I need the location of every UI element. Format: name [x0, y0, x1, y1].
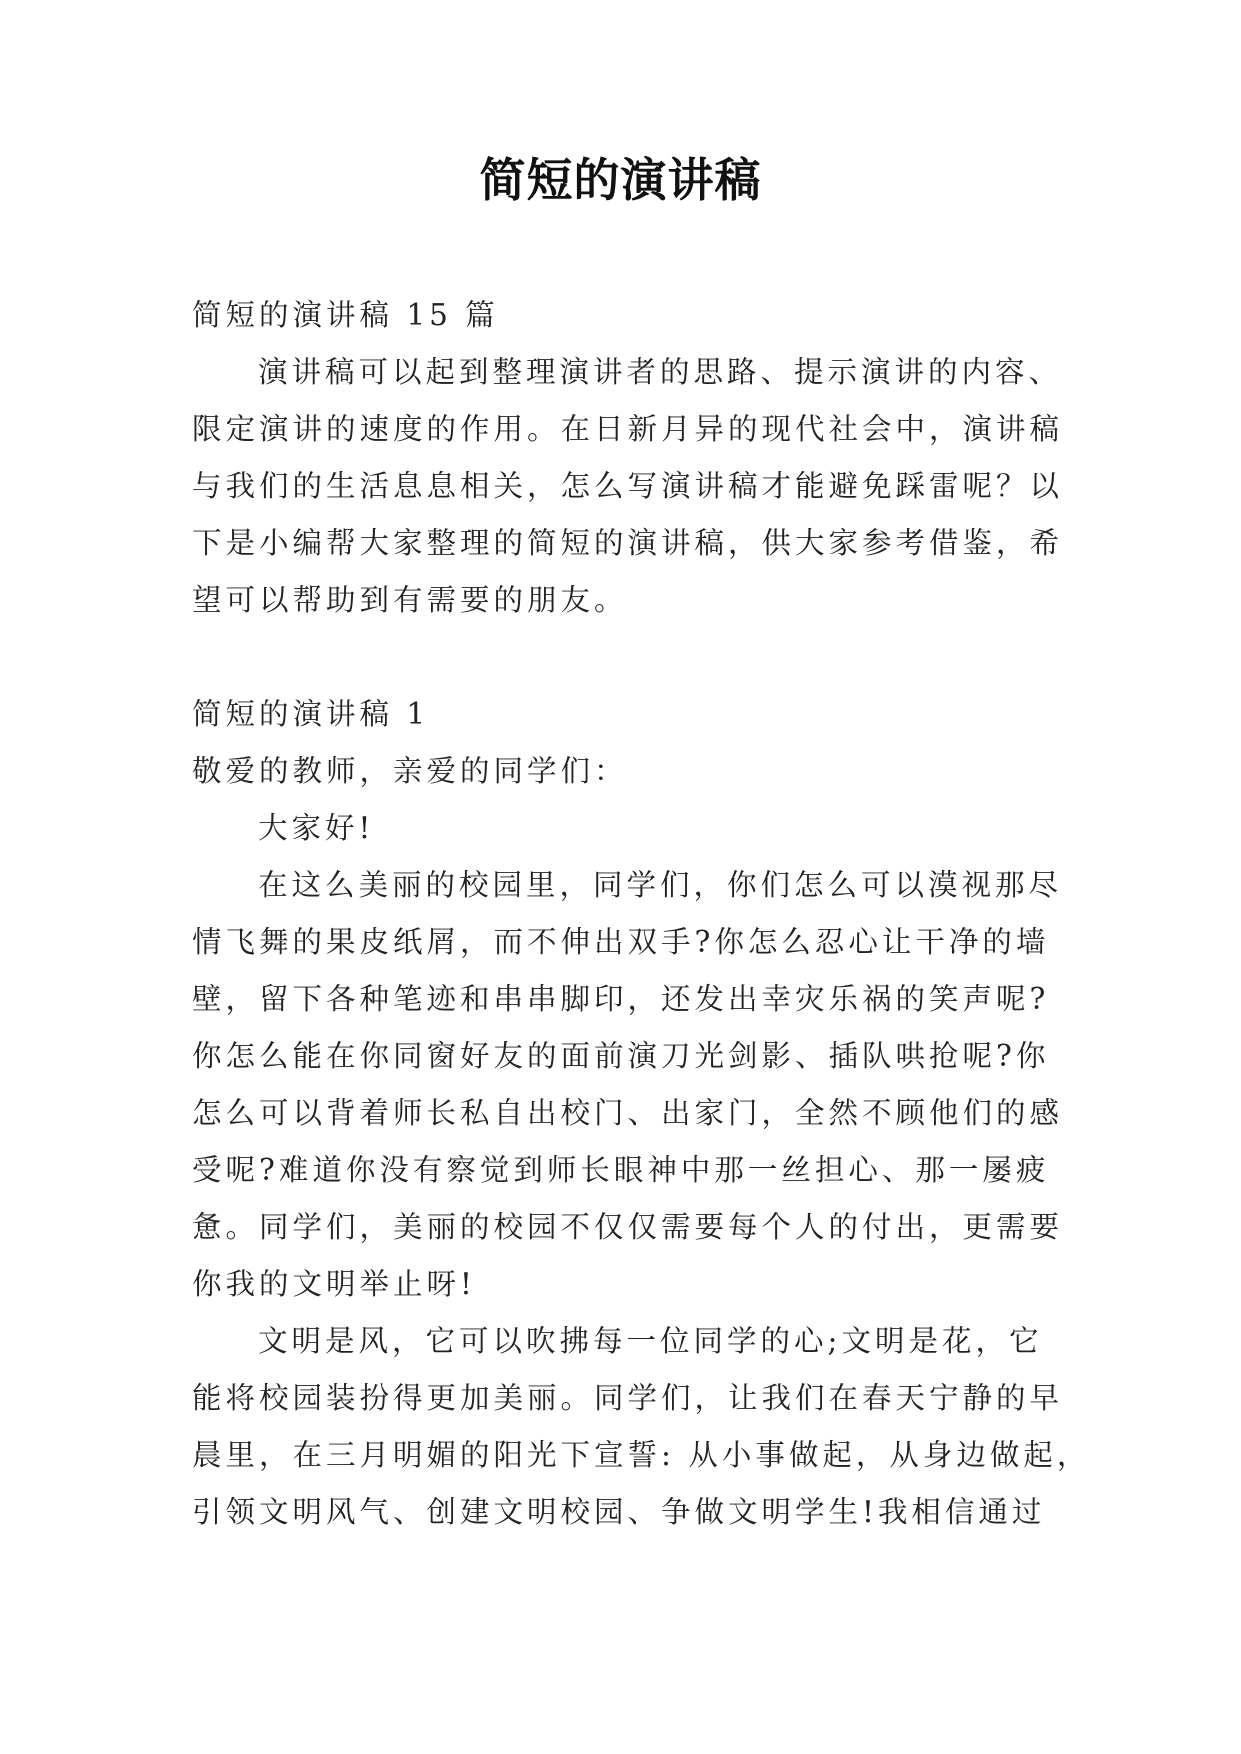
- paragraph-line: 文明是风，它可以吹拂每一位同学的心;文明是花，它: [258, 1324, 1043, 1358]
- document-title: 简短的演讲稿: [479, 153, 762, 207]
- intro-line: 限定演讲的速度的作用。在日新月异的现代社会中，演讲稿: [192, 412, 1064, 446]
- salutation: 敬爱的教师，亲爱的同学们：: [192, 754, 628, 788]
- section-heading: 简短的演讲稿 1: [192, 697, 430, 731]
- intro-paragraph: [192, 344, 1082, 629]
- speech-paragraph-1: [192, 857, 1082, 1313]
- paragraph-line: 你我的文明举止呀!: [192, 1267, 476, 1301]
- greeting: 大家好!: [258, 811, 375, 845]
- paragraph-line: 引领文明风气、创建文明校园、争做文明学生!我相信通过: [192, 1495, 1046, 1529]
- intro-line: 望可以帮助到有需要的朋友。: [192, 583, 628, 617]
- paragraph-line: 能将校园装扮得更加美丽。同学们，让我们在春天宁静的早: [192, 1381, 1064, 1415]
- intro-line: 与我们的生活息息相关，怎么写演讲稿才能避免踩雷呢？以: [192, 469, 1064, 503]
- speech-paragraph-2: [192, 1313, 1091, 1541]
- paragraph-line: 你怎么能在你同窗好友的面前演刀光剑影、插队哄抢呢?你: [192, 1039, 1050, 1073]
- paragraph-line: 晨里，在三月明媚的阳光下宣誓: 从小事做起，从身边做起，: [192, 1438, 1091, 1472]
- intro-line: 下是小编帮大家整理的简短的演讲稿，供大家参考借鉴，希: [192, 526, 1064, 560]
- paragraph-line: 壁，留下各种笔迹和串串脚印，还发出幸灾乐祸的笑声呢?: [192, 982, 1050, 1016]
- paragraph-line: 在这么美丽的校园里，同学们，你们怎么可以漠视那尽: [258, 868, 1063, 902]
- paragraph-line: 惫。同学们，美丽的校园不仅仅需要每个人的付出，更需要: [192, 1210, 1064, 1244]
- document-body: [192, 287, 1091, 1541]
- paragraph-line: 受呢?难道你没有察觉到师长眼神中那一丝担心、那一屡疲: [192, 1153, 1050, 1187]
- paragraph-line: 怎么可以背着师长私自出校门、出家门，全然不顾他们的感: [192, 1096, 1064, 1130]
- blank-line: [192, 629, 1082, 686]
- intro-line: 演讲稿可以起到整理演讲者的思路、提示演讲的内容、: [258, 355, 1063, 389]
- document-subtitle: 简短的演讲稿 15 篇: [192, 298, 499, 332]
- paragraph-line: 情飞舞的果皮纸屑，而不伸出双手?你怎么忍心让干净的墙: [192, 925, 1050, 959]
